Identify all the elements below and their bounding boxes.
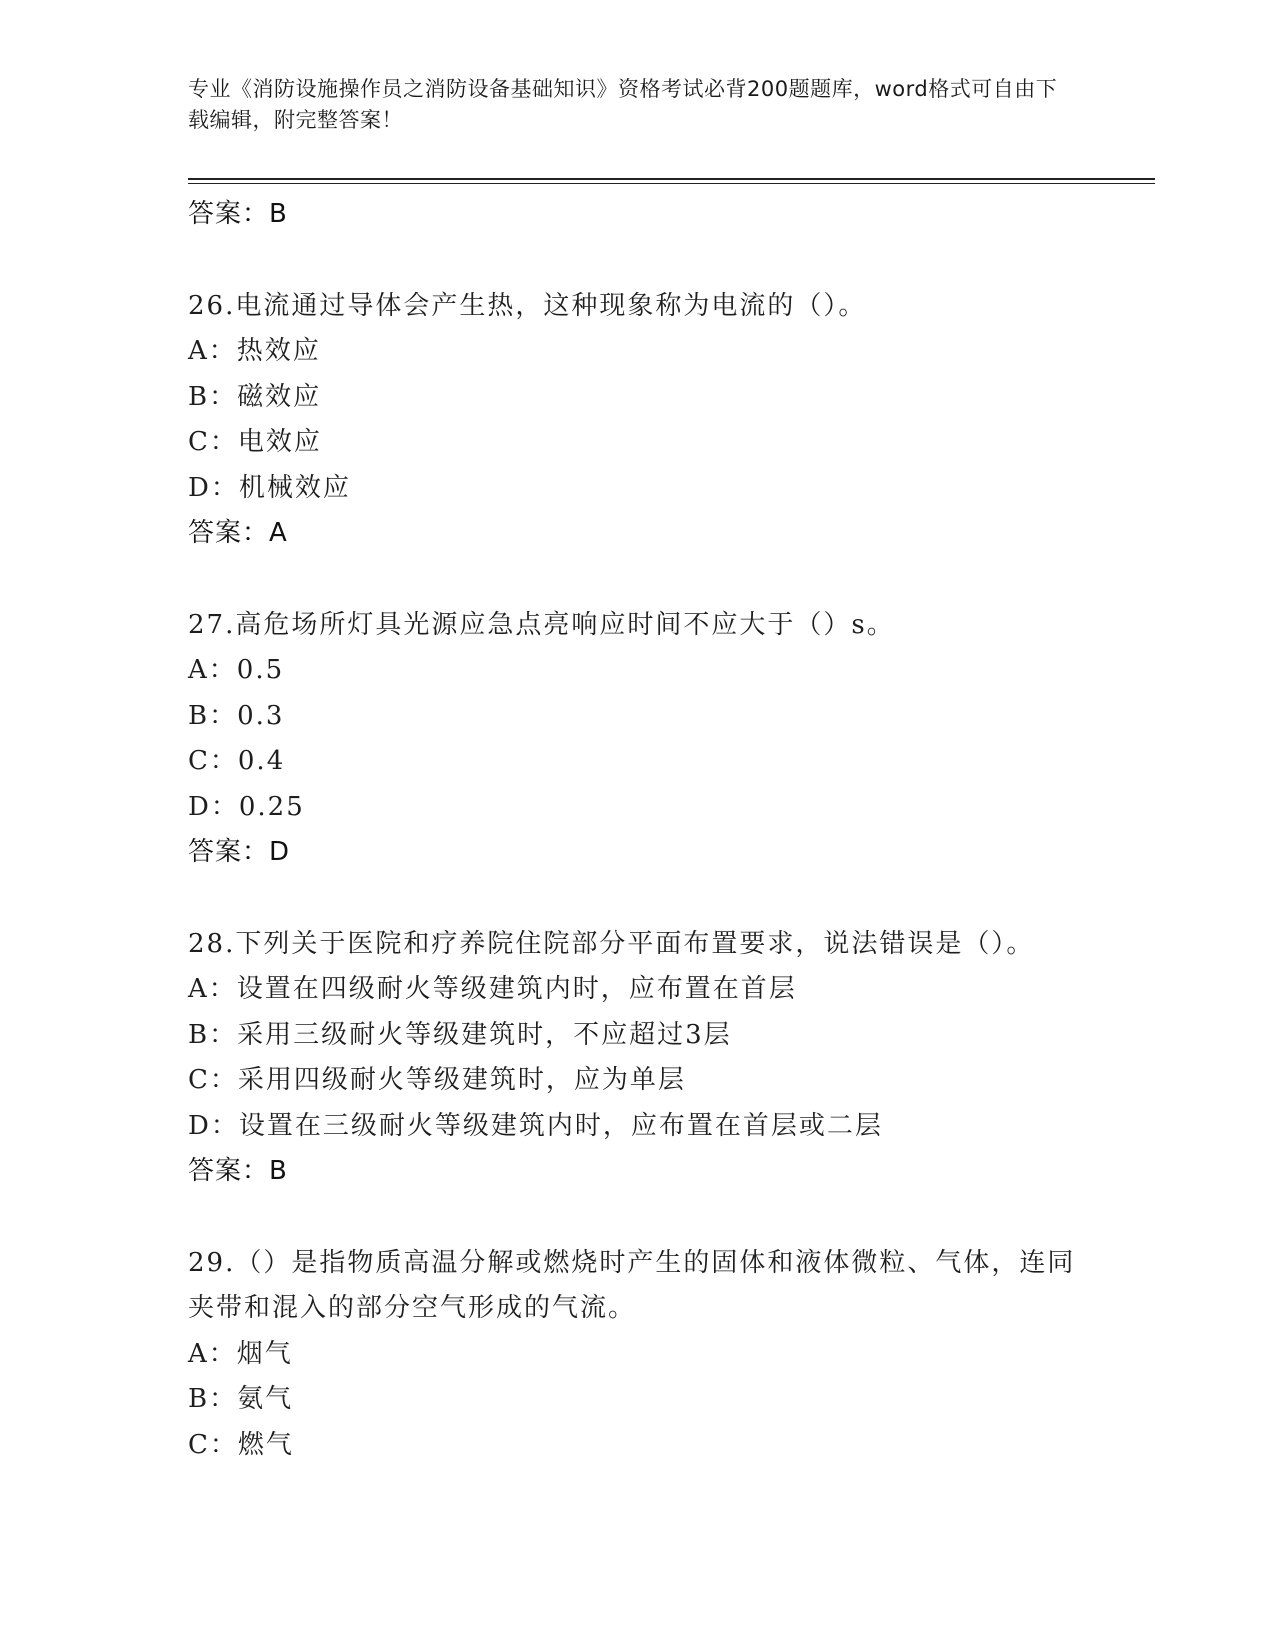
option-b: B：0.3 (188, 700, 285, 731)
question-text: 28.下列关于医院和疗养院住院部分平面布置要求，说法错误是（）。 (188, 928, 1035, 959)
option-d: D：设置在三级耐火等级建筑内时，应布置在首层或二层 (188, 1110, 883, 1141)
question-block (188, 1241, 1128, 1469)
header-rule-thin (188, 183, 1155, 184)
question-block (188, 922, 1128, 1195)
question-block (188, 284, 1128, 557)
option-c: C：采用四级耐火等级建筑时，应为单层 (188, 1065, 686, 1095)
question-block (188, 603, 1128, 876)
option-c: C：燃气 (188, 1429, 294, 1460)
spacer (188, 238, 1128, 284)
option-a: A：烟气 (188, 1338, 293, 1369)
answer-line: 答案：D (188, 837, 291, 867)
option-d: D：机械效应 (188, 472, 351, 503)
answer-line: 答案：B (188, 1156, 288, 1186)
option-c: C：电效应 (188, 427, 322, 457)
question-text: 26.电流通过导体会产生热，这种现象称为电流的（）。 (188, 290, 867, 321)
option-a: A：热效应 (188, 336, 321, 366)
header-text: 专业《消防设施操作员之消防设备基础知识》资格考试必背200题题库，word格式可自由下载编辑，附完整答案！ (188, 77, 1058, 132)
answer-line: 答案：B (188, 199, 288, 229)
answer-line: 答案：A (188, 518, 288, 548)
spacer (188, 1195, 1128, 1241)
question-text: 29.（）是指物质高温分解或燃烧时产生的固体和液体微粒、气体，连同夹带和混入的部分空气形成的气流。 (188, 1247, 1076, 1323)
question-text: 27.高危场所灯具光源应急点亮响应时间不应大于（）s。 (188, 609, 895, 640)
header-rule-thick (188, 178, 1155, 180)
document-body (188, 192, 1128, 1468)
option-b: B：磁效应 (188, 381, 322, 412)
option-b: B：氨气 (188, 1384, 294, 1414)
document-header (188, 74, 1078, 136)
option-a: A：0.5 (188, 655, 285, 685)
option-a: A：设置在四级耐火等级建筑内时，应布置在首层 (188, 974, 797, 1004)
option-c: C：0.4 (188, 746, 286, 776)
spacer (188, 557, 1128, 603)
spacer (188, 876, 1128, 922)
option-d: D：0.25 (188, 791, 305, 822)
option-b: B：采用三级耐火等级建筑时，不应超过3层 (188, 1019, 732, 1050)
